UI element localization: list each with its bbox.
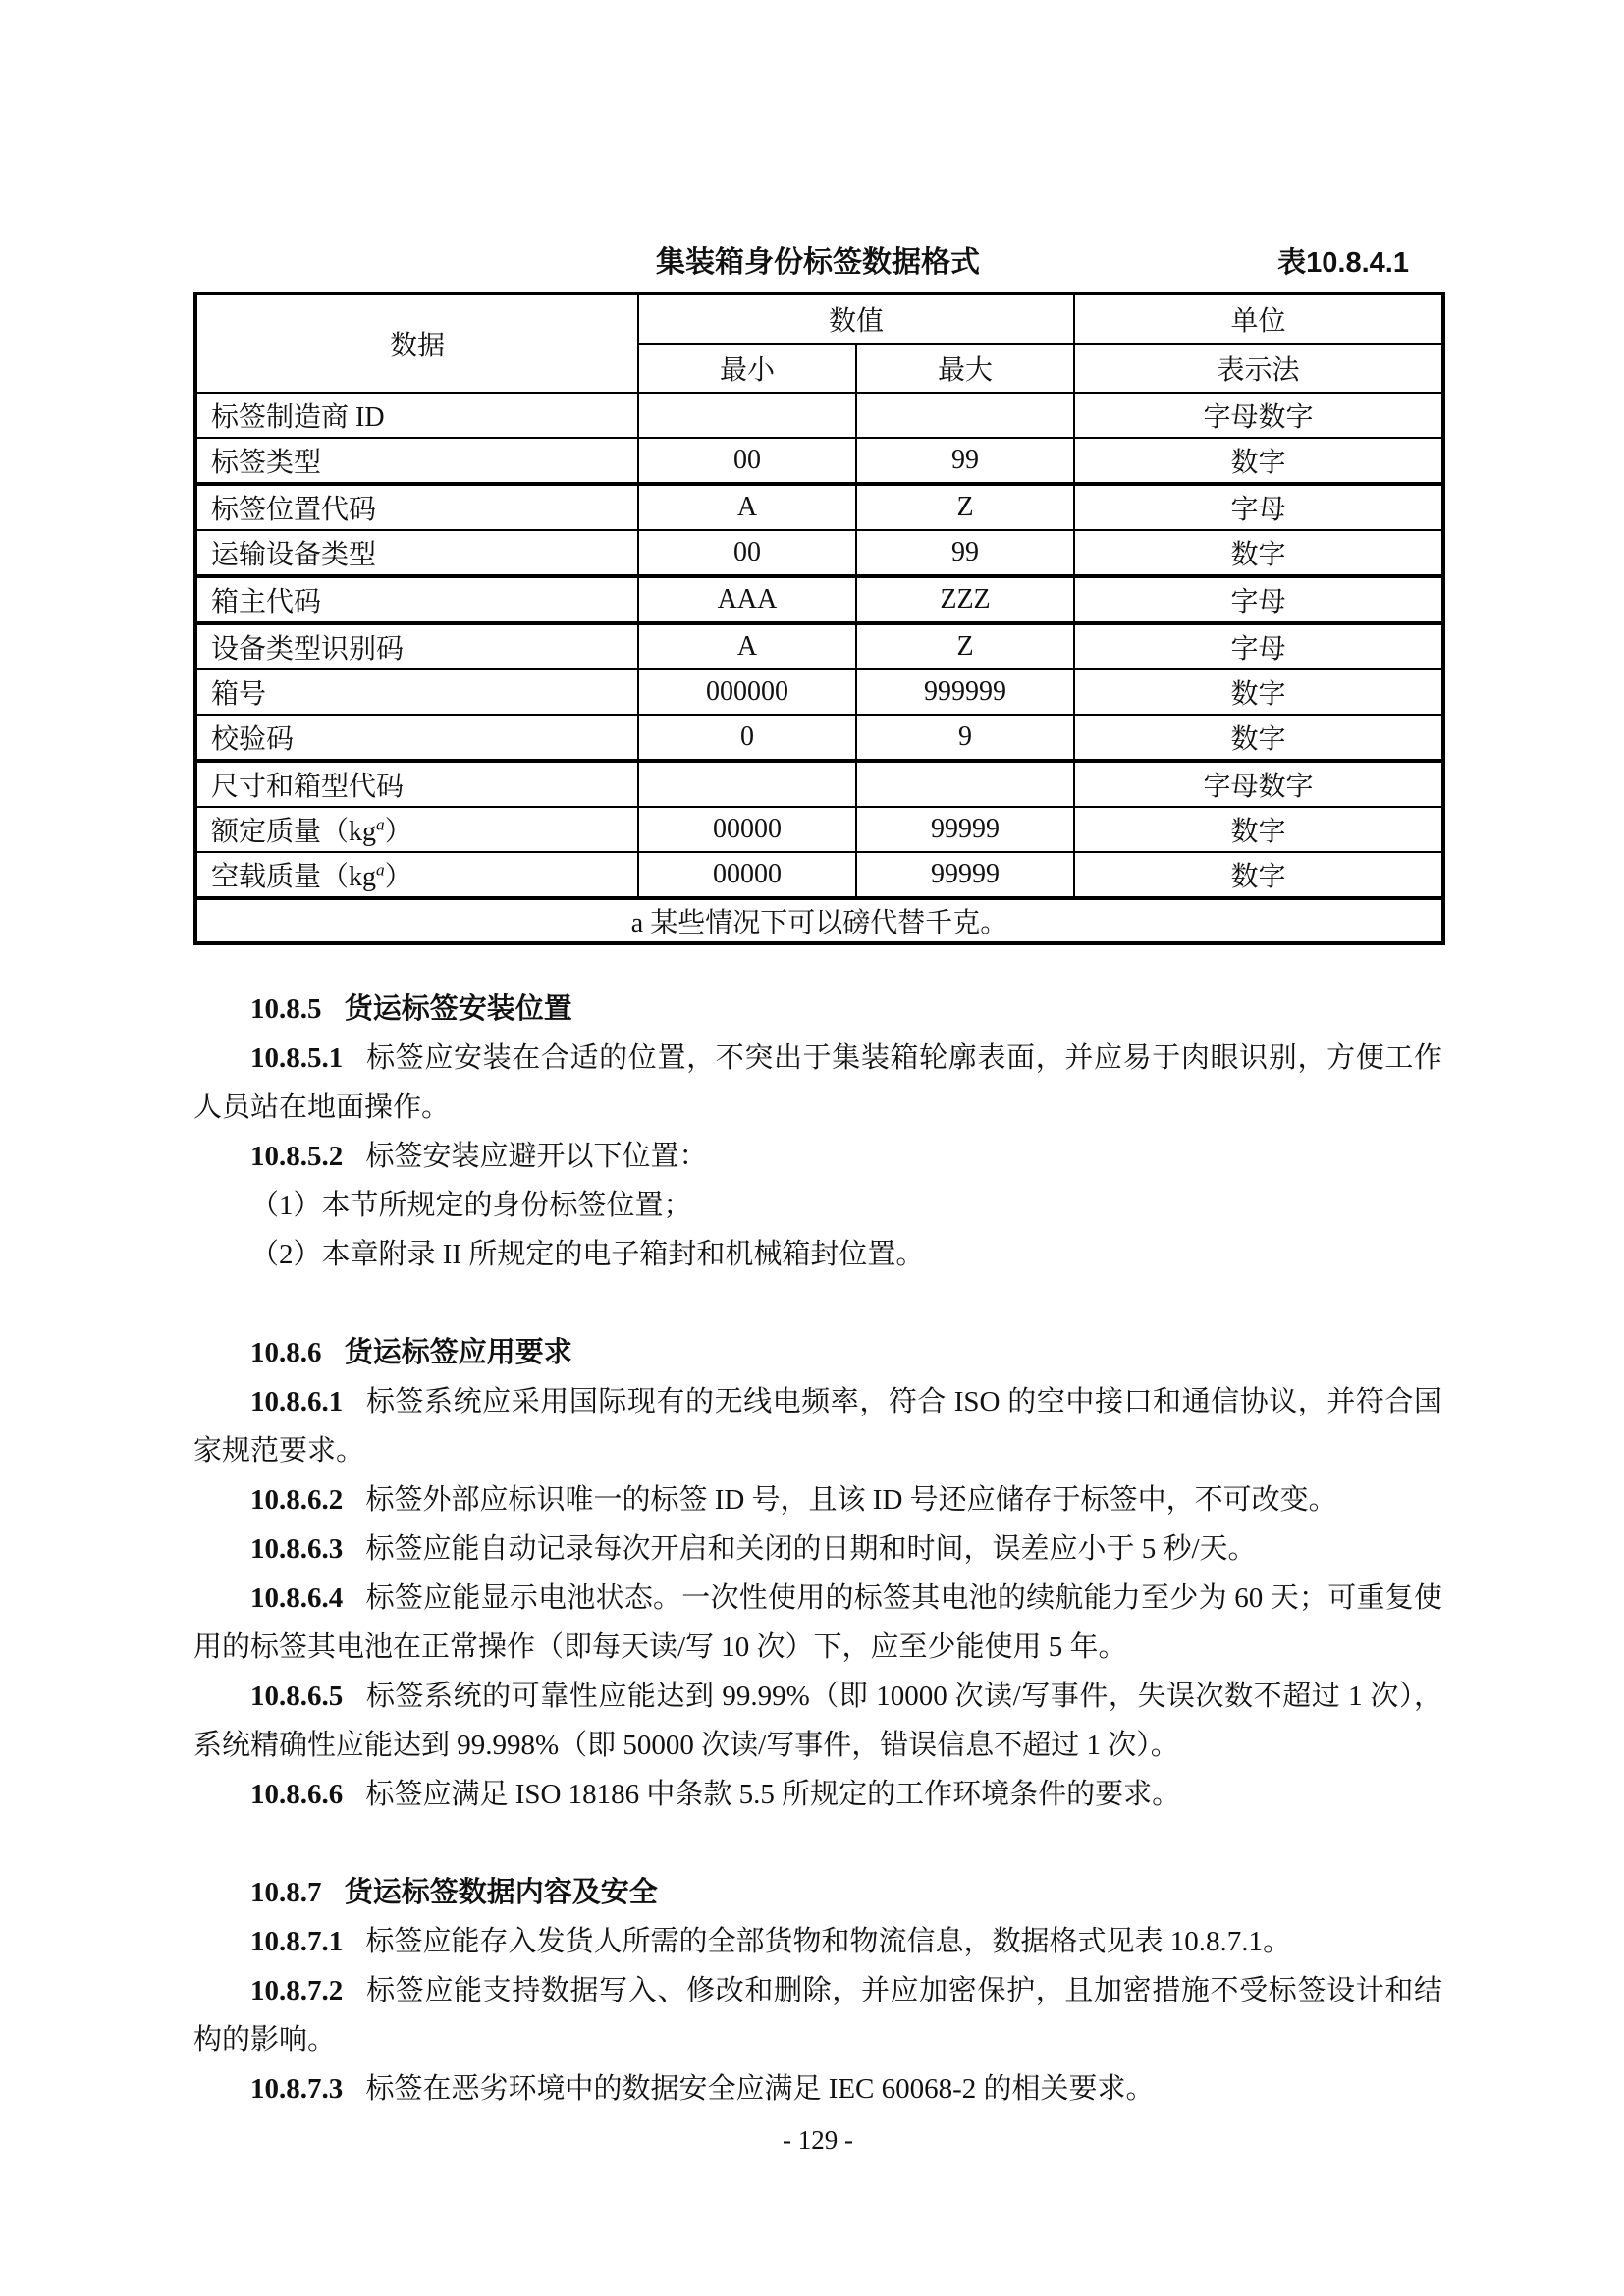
row-max: 999999 (856, 669, 1074, 715)
tag-data-format-table (193, 292, 1445, 945)
row-min: 000000 (638, 669, 856, 715)
row-max: 99 (856, 530, 1074, 576)
vertical-spacer (193, 1279, 1442, 1328)
row-unit: 数字 (1074, 669, 1443, 715)
table-reference-number: 表10.8.4.1 (1277, 247, 1409, 279)
row-min (638, 761, 856, 807)
clause-10-8-5-2: 10.8.5.2 标签安装应避开以下位置： (250, 1141, 708, 1172)
row-label: 空载质量$(kg^a)$ (195, 852, 638, 898)
row-label: 尺寸和箱型代码 (195, 761, 638, 807)
row-unit: 字母 (1074, 576, 1443, 623)
table-footnote-row (195, 898, 1443, 943)
row-label: 箱主代码 (195, 576, 638, 623)
vertical-spacer (193, 1819, 1442, 1868)
row-unit: 字母 (1074, 484, 1443, 530)
clause-10-8-6-1: 10.8.6.1 标签系统应采用国际现有的无线电频率，符合 ISO 的空中接口和通信协议，并符合国家规范要求。 (193, 1386, 1442, 1467)
clause-10-8-6-5: 10.8.6.5 标签系统的可靠性应能达到 99.99%（即 10000 次读/写事件，失误次数不超过 1 次），系统精确性应能达到 99.998%（即 50000 次读/写事件，错误信息不超过 1 次）。 (193, 1681, 1442, 1761)
clause-title: 货运标签应用要求 (344, 1337, 572, 1368)
clause-heading-10-8-7 (193, 1868, 1442, 1917)
row-min: 00 (638, 438, 856, 484)
clause-number: 10.8.6.2 (250, 1484, 344, 1516)
table-caption (193, 241, 1442, 285)
header-min: 最小 (638, 344, 856, 393)
clause-heading-10-8-6 (193, 1328, 1442, 1377)
clause-10-8-6-4: 10.8.6.4 标签应能显示电池状态。一次性使用的标签其电池的续航能力至少为 60 天；可重复使用的标签其电池在正常操作（即每天读/写 10 次）下，应至少能使用 5 年。 (193, 1582, 1442, 1663)
clause-10-8-6-2: 10.8.6.2 标签外部应标识唯一的标签 ID 号，且该 ID 号还应储存于标签中，不可改变。 (250, 1484, 1337, 1516)
clause-number: 10.8.6.4 (250, 1582, 344, 1614)
table-row (195, 852, 1443, 898)
row-min: 0 (638, 715, 856, 761)
list-item-1: （1）本节所规定的身份标签位置； (250, 1190, 692, 1221)
table-row (195, 807, 1443, 852)
table-row (195, 669, 1443, 715)
clause-number: 10.8.5.1 (250, 1042, 344, 1074)
clause-10-8-6-6: 10.8.6.6 标签应满足 ISO 18186 中条款 5.5 所规定的工作环境条件的要求。 (250, 1779, 1181, 1810)
clause-heading-10-8-5 (193, 985, 1442, 1034)
row-label: 标签类型 (195, 438, 638, 484)
clause-number: 10.8.6 (250, 1337, 322, 1368)
clause-10-8-6-3: 10.8.6.3 标签应能自动记录每次开启和关闭的日期和时间，误差应小于 5 秒/天。 (250, 1533, 1257, 1565)
row-max (856, 393, 1074, 438)
row-max: ZZZ (856, 576, 1074, 623)
row-unit: 字母数字 (1074, 761, 1443, 807)
page-content (193, 241, 1442, 2164)
superscript-a: a (376, 815, 385, 834)
clause-title: 货运标签安装位置 (344, 993, 572, 1025)
table-row (195, 623, 1443, 669)
clause-number: 10.8.6.1 (250, 1386, 344, 1417)
row-unit: 字母数字 (1074, 393, 1443, 438)
row-max: 9 (856, 715, 1074, 761)
row-unit: 数字 (1074, 715, 1443, 761)
clause-number: 10.8.7.1 (250, 1926, 344, 1957)
row-unit: 数字 (1074, 807, 1443, 852)
row-max: 99999 (856, 807, 1074, 852)
row-unit: 数字 (1074, 852, 1443, 898)
table-footnote: a 某些情况下可以磅代替千克。 (195, 898, 1443, 943)
table-row (195, 761, 1443, 807)
clause-number: 10.8.6.5 (250, 1681, 344, 1712)
clause-10-8-7-1: 10.8.7.1 标签应能存入发货人所需的全部货物和物流信息，数据格式见表 10.8.7.1。 (250, 1926, 1291, 1957)
clause-number: 10.8.5.2 (250, 1141, 344, 1172)
row-label: 标签制造商 ID (195, 393, 638, 438)
clause-10-8-5-1: 10.8.5.1 标签应安装在合适的位置，不突出于集装箱轮廓表面，并应易于肉眼识别，方便工作人员站在地面操作。 (193, 1042, 1442, 1123)
row-max: Z (856, 623, 1074, 669)
row-max: 99999 (856, 852, 1074, 898)
table-header-row-1 (195, 294, 1443, 344)
header-data: 数据 (195, 294, 638, 393)
clause-number: 10.8.6.6 (250, 1779, 344, 1810)
row-min: 00000 (638, 807, 856, 852)
row-label: 运输设备类型 (195, 530, 638, 576)
header-unit: 单位 (1074, 294, 1443, 344)
row-min: A (638, 623, 856, 669)
row-unit: 数字 (1074, 438, 1443, 484)
header-value: 数值 (638, 294, 1074, 344)
table-row (195, 393, 1443, 438)
row-min: 00000 (638, 852, 856, 898)
row-max: 99 (856, 438, 1074, 484)
row-label: 箱号 (195, 669, 638, 715)
row-max: Z (856, 484, 1074, 530)
clauses-section (193, 985, 1442, 2113)
clause-number: 10.8.7 (250, 1877, 322, 1908)
table-row (195, 576, 1443, 623)
clause-10-8-7-3: 10.8.7.3 标签在恶劣环境中的数据安全应满足 IEC 60068-2 的相关要求。 (250, 2073, 1155, 2105)
row-min: A (638, 484, 856, 530)
row-label: 设备类型识别码 (195, 623, 638, 669)
row-unit: 数字 (1074, 530, 1443, 576)
clause-number: 10.8.5 (250, 993, 322, 1025)
clause-10-8-7-2: 10.8.7.2 标签应能支持数据写入、修改和删除，并应加密保护，且加密措施不受标签设计和结构的影响。 (193, 1975, 1442, 2056)
row-label: 标签位置代码 (195, 484, 638, 530)
table-row (195, 438, 1443, 484)
row-min: 00 (638, 530, 856, 576)
table-title: 集装箱身份标签数据格式 (656, 246, 980, 279)
header-max: 最大 (856, 344, 1074, 393)
list-item-2: （2）本章附录 II 所规定的电子箱封和机械箱封位置。 (250, 1239, 925, 1270)
row-label: 额定质量$(kg^a)$ (195, 807, 638, 852)
clause-number: 10.8.6.3 (250, 1533, 344, 1565)
table-row (195, 715, 1443, 761)
row-max (856, 761, 1074, 807)
clause-number: 10.8.7.2 (250, 1975, 344, 2006)
superscript-a: a (376, 860, 385, 880)
clause-number: 10.8.7.3 (250, 2073, 344, 2105)
header-notation: 表示法 (1074, 344, 1443, 393)
row-label: 校验码 (195, 715, 638, 761)
row-unit: 字母 (1074, 623, 1443, 669)
table-row (195, 530, 1443, 576)
row-min (638, 393, 856, 438)
clause-title: 货运标签数据内容及安全 (344, 1877, 658, 1908)
page-number: - 129 - (783, 2125, 853, 2155)
row-min: AAA (638, 576, 856, 623)
table-row (195, 484, 1443, 530)
